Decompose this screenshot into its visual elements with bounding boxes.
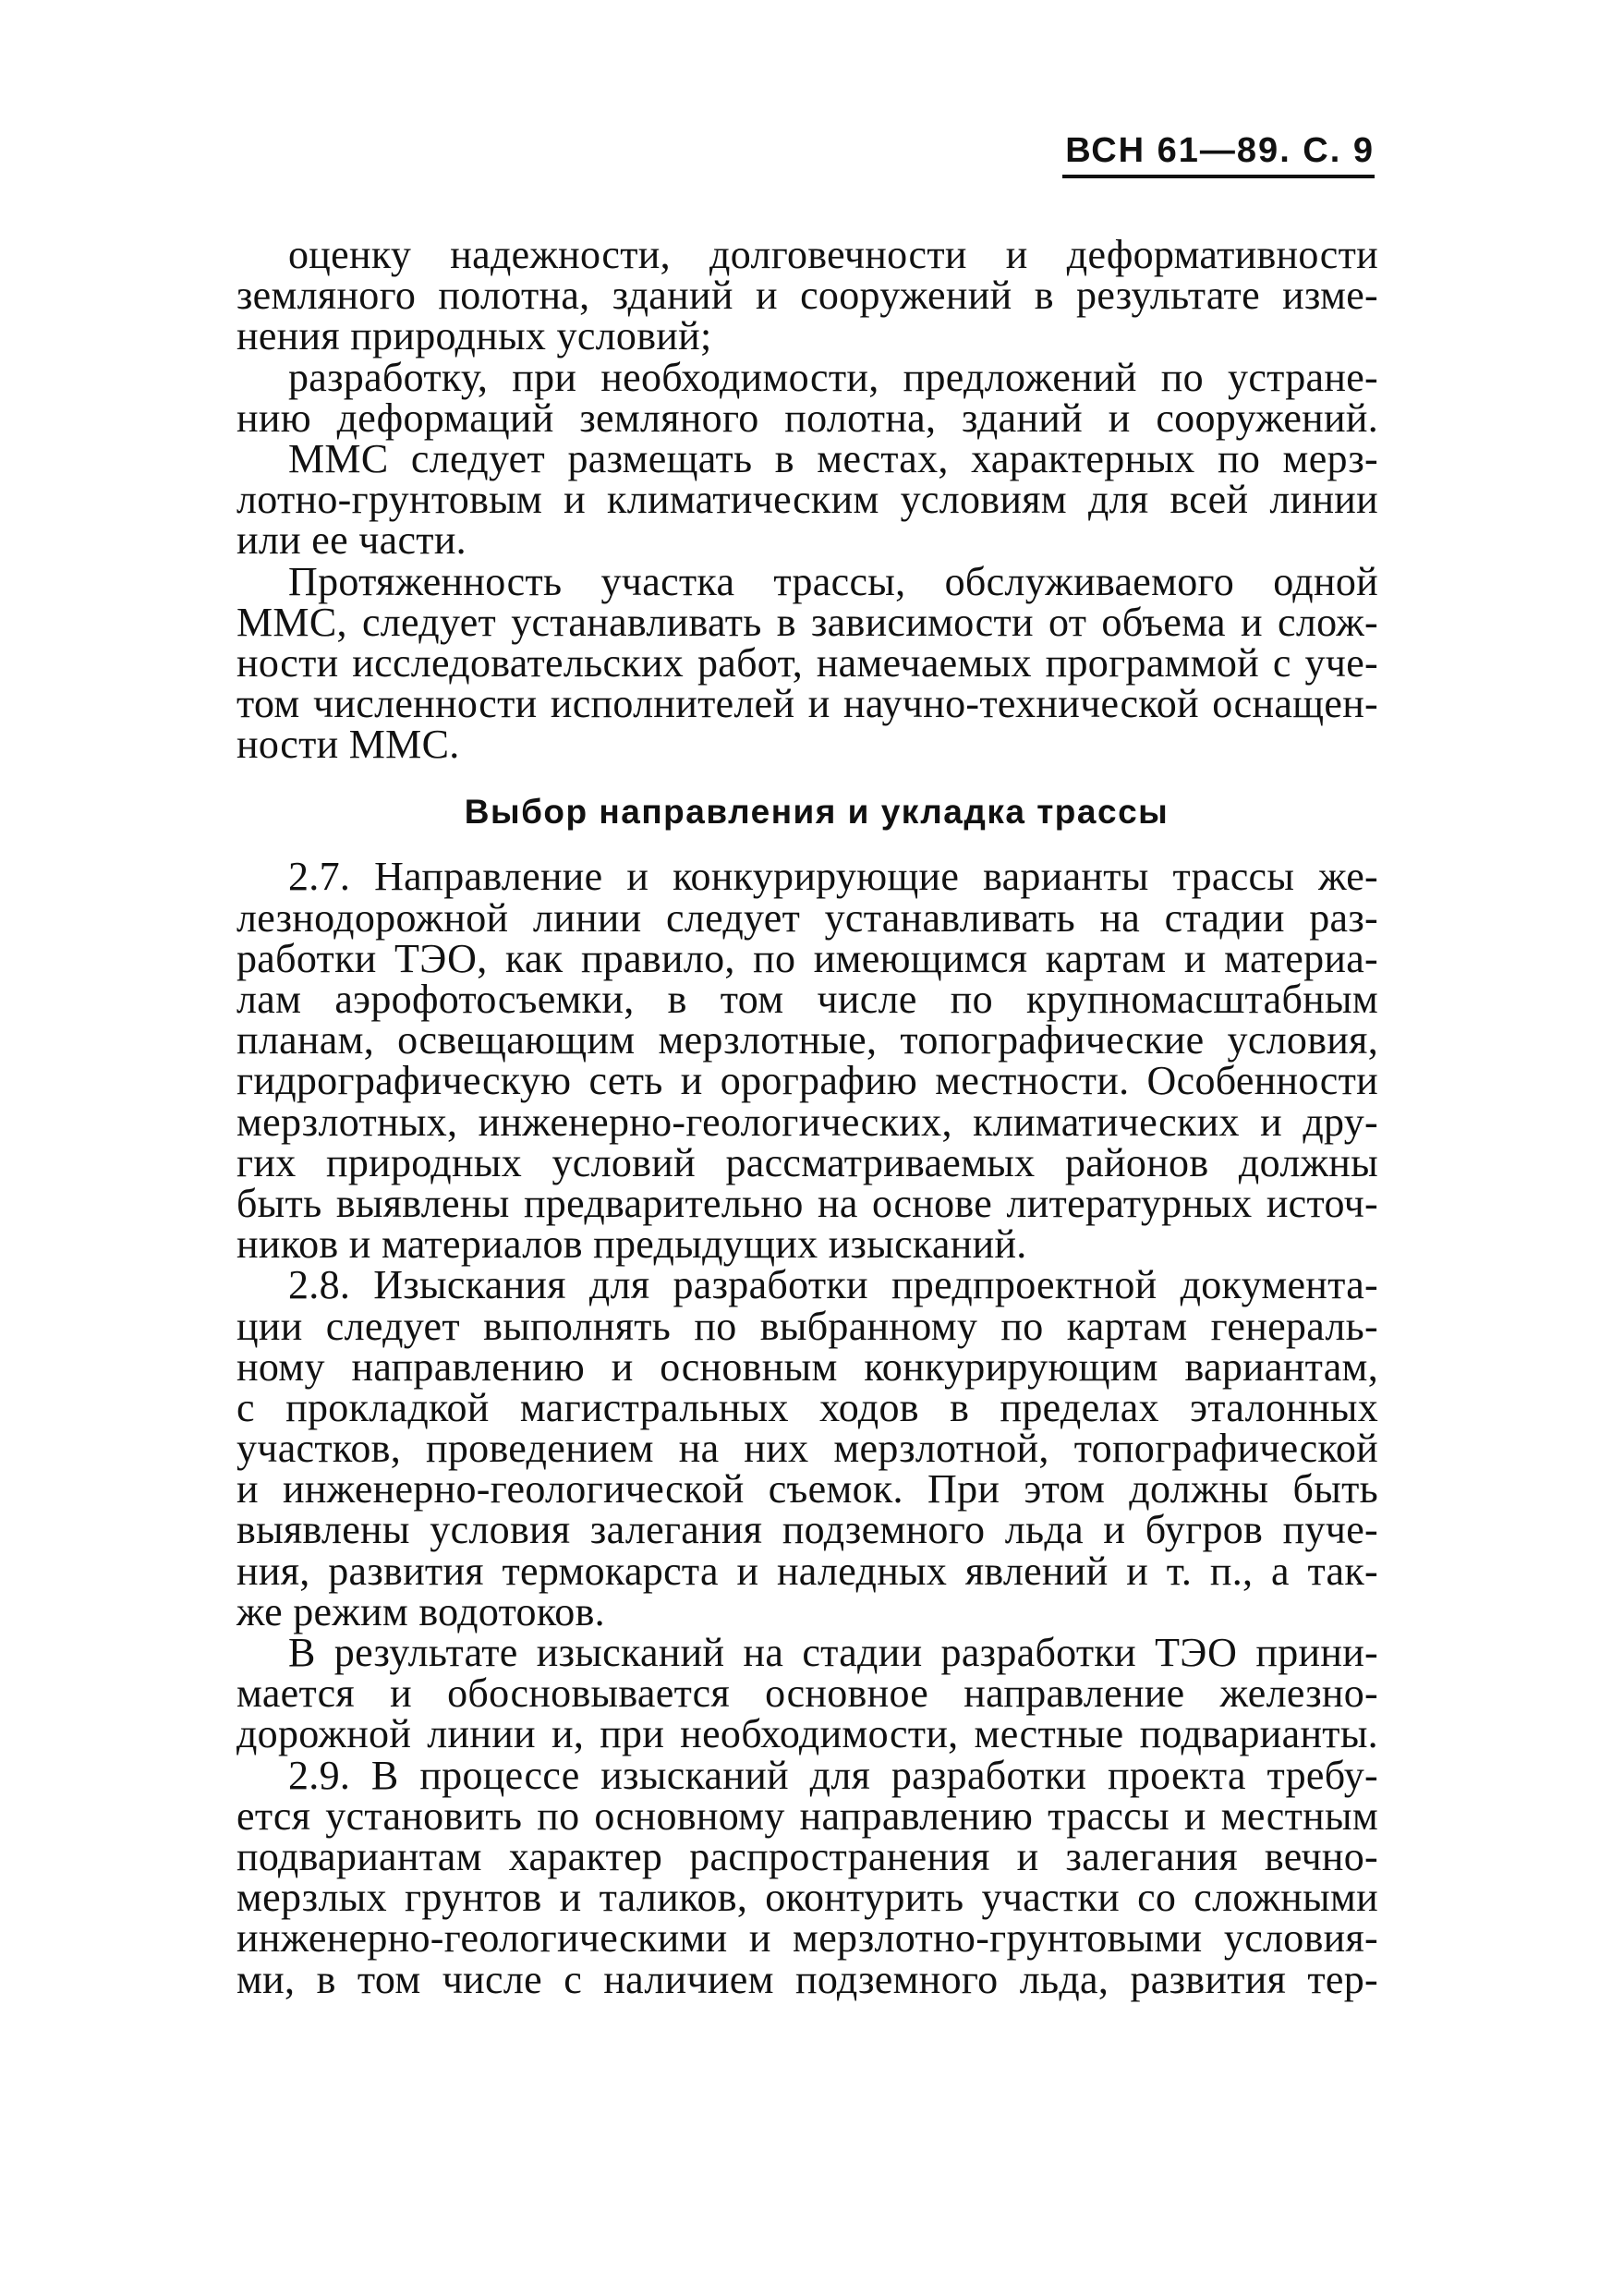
text-line: ния, развития термокарста и наледных явлений и т. п., а так- <box>236 1548 1378 1594</box>
text-line: гидрографическую сеть и орографию местности. Особенности <box>236 1058 1378 1104</box>
text-line: разработку, при необходимости, предложений по устране- <box>288 354 1378 400</box>
page-body <box>236 232 1378 2002</box>
text-line: дорожной линии и, при необходимости, местные подварианты. <box>236 1711 1378 1757</box>
running-header: ВСН 61—89. С. 9 <box>1062 131 1375 178</box>
text-line: планам, освещающим мерзлотные, топографические условия, <box>236 1017 1378 1063</box>
text-line: гих природных условий рассматриваемых районов должны <box>236 1139 1378 1185</box>
text-line: ММС, следует устанавливать в зависимости от объема и слож- <box>236 599 1378 645</box>
paragraph-2-8 <box>236 1262 1378 1634</box>
text-line: или ее части. <box>236 517 467 564</box>
paragraph-2-7 <box>236 854 1378 1268</box>
text-line: ММС следует размещать в местах, характерных по мерз- <box>288 435 1378 481</box>
text-line: В результате изысканий на стадии разработки ТЭО прини- <box>288 1630 1378 1675</box>
text-line: ности ММС. <box>236 722 460 768</box>
section-heading: Выбор направления и укладка трассы <box>464 793 1170 832</box>
text-line: ется установить по основному направлению трассы и местным <box>236 1792 1378 1839</box>
text-line: мается и обосновывается основное направление железно- <box>236 1670 1378 1717</box>
text-line: ников и материалов предыдущих изысканий. <box>236 1221 1027 1268</box>
paragraph-route-length <box>236 558 1378 768</box>
text-line: ции следует выполнять по выбранному по картам генераль- <box>236 1303 1378 1349</box>
text-line: оценку надежности, долговечности и деформативности <box>288 232 1378 277</box>
text-line: ности исследовательских работ, намечаемых программой с уче- <box>236 639 1378 686</box>
text-line: ному направлению и основным конкурирующим вариантам, <box>236 1343 1378 1390</box>
paragraph-survey-result <box>236 1630 1378 1757</box>
text-line: подвариантам характер распространения и залегания вечно- <box>236 1833 1378 1879</box>
text-line: участков, проведением на них мерзлотной, топографической <box>236 1426 1378 1472</box>
text-line: том численности исполнителей и научно-технической оснащен- <box>236 681 1378 727</box>
paragraph-deformation-proposals <box>236 354 1378 441</box>
text-line: нения природных условий; <box>236 313 712 359</box>
text-line: лам аэрофотосъемки, в том числе по крупномасштабным <box>236 977 1378 1022</box>
text-line: земляного полотна, зданий и сооружений в результате изме- <box>236 273 1378 319</box>
text-line: 2.7. Направление и конкурирующие варианты трассы же- <box>288 854 1378 900</box>
text-line: мерзлотных, инженерно-геологических, климатических и дру- <box>236 1099 1378 1145</box>
text-line: и инженерно-геологической съемок. При этом должны быть <box>236 1466 1378 1512</box>
text-line: лотно-грунтовым и климатическим условиям для всей линии <box>236 477 1378 523</box>
text-line: лезнодорожной линии следует устанавливать на стадии раз- <box>236 894 1378 941</box>
text-line: выявлены условия залегания подземного льда и бугров пуче- <box>236 1507 1378 1553</box>
paragraph-2-9 <box>236 1752 1378 2002</box>
text-line: работки ТЭО, как правило, по имеющимся картам и материа- <box>236 935 1378 981</box>
text-line: же режим водотоков. <box>236 1588 605 1634</box>
text-line: Протяженность участка трассы, обслуживаемого одной <box>288 558 1378 604</box>
paragraph-reliability-assessment <box>236 232 1378 359</box>
text-line: с прокладкой магистральных ходов в пределах эталонных <box>236 1384 1378 1430</box>
text-line: 2.8. Изыскания для разработки предпроектной документа- <box>288 1262 1378 1308</box>
text-line: быть выявлены предварительно на основе литературных источ- <box>236 1180 1378 1226</box>
text-line: 2.9. В процессе изысканий для разработки проекта требу- <box>288 1752 1378 1798</box>
text-line: мерзлых грунтов и таликов, оконтурить участки со сложными <box>236 1875 1378 1921</box>
text-line: нию деформаций земляного полотна, зданий и сооружений. <box>236 395 1378 441</box>
paragraph-mms-placement <box>236 435 1378 564</box>
text-line: инженерно-геологическими и мерзлотно-грунтовыми условия- <box>236 1915 1378 1962</box>
text-line: ми, в том числе с наличием подземного льда, развития тер- <box>236 1956 1378 2002</box>
